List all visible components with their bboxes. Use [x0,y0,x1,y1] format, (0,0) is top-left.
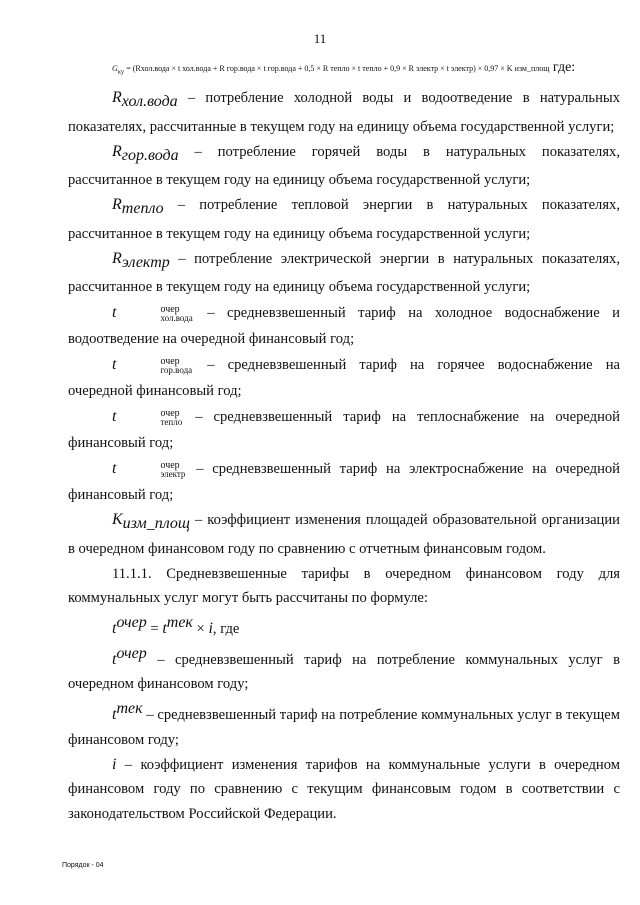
definition-t-hot-water: t очер гор.вода – средневзвешенный тариф на горячее водоснабжение на очередной финансовый год; [68,355,620,399]
formula-terms: хол.вода × t хол.вода + R гор.вода × t гор.вода + 0,5 × R тепло × t тепло + 0,9 × R электр × t электр [140,64,474,73]
formula-body: = (R [126,64,141,73]
definition-i-coef: i – коэффициент изменения тарифов на коммунальные услуги в очередном финансовом году по сравнению с текущим финансовым годом в соответствии с законодательством Российской Федерации. [68,755,620,823]
page-number: 11 [313,31,327,46]
definition-t-heat: t очер тепло – средневзвешенный тариф на теплоснабжение на очередной финансовый год; [68,407,620,451]
tariff-formula: $t^{очер} = t^{тек} \times i$, где [112,614,240,637]
formula-tail: где: [549,60,576,75]
formula-lhs: G [112,64,118,73]
footer-label: Порядок - 04 [62,862,104,869]
formula-lhs-sub: ку [117,68,125,76]
main-formula [112,61,622,80]
definition-t-next: $t^{очер}$ – средневзвешенный тариф на потребление коммунальных услуг в очередном финансовом году; [68,644,620,693]
document-body [68,86,620,827]
definition-k-area: $K_{изм\_площ}$ – коэффициент изменения площадей образовательной организации в очередном финансовом году по сравнению с отчетным финансовым годом. [68,511,620,557]
formula-multiplier: ) × 0,97 × K изм_площ [473,64,550,73]
definition-r-heat: $R_{тепло}$ – потребление тепловой энергии в натуральных показателях, рассчитанное в текущем году на единицу объема государственной услуги; [68,196,620,242]
definition-t-current: $t^{тек}$ – средневзвешенный тариф на потребление коммунальных услуг в текущем финансовом году; [68,700,620,748]
definition-r-electric: $R_{электр}$ – потребление электрической энергии в натуральных показателях, рассчитанное в текущем году на единицу объема государственной услуги; [68,249,620,296]
definition-t-electric: t очер электр – средневзвешенный тариф на электроснабжение на очередной финансовый год; [68,459,620,503]
definition-r-cold-water: $R_{хол.вода}$ – потребление холодной воды и водоотведение в натуральных показателях, рассчитанные в текущем году на единицу объема государственной услуги; [68,89,620,135]
definition-r-hot-water: $R_{гор.вода}$ – потребление горячей воды в натуральных показателях, рассчитанное в текущем году на единицу объема государственной услуги; [68,142,620,189]
clause-11-1-1: 11.1.1. Средневзвешенные тарифы в очередном финансовом году для коммунальных услуг могут быть рассчитаны по формуле: [68,565,620,607]
definition-t-cold-water: t очер хол.вода – средневзвешенный тариф на холодное водоснабжение и водоотведение на очередной финансовый год; [68,303,620,347]
